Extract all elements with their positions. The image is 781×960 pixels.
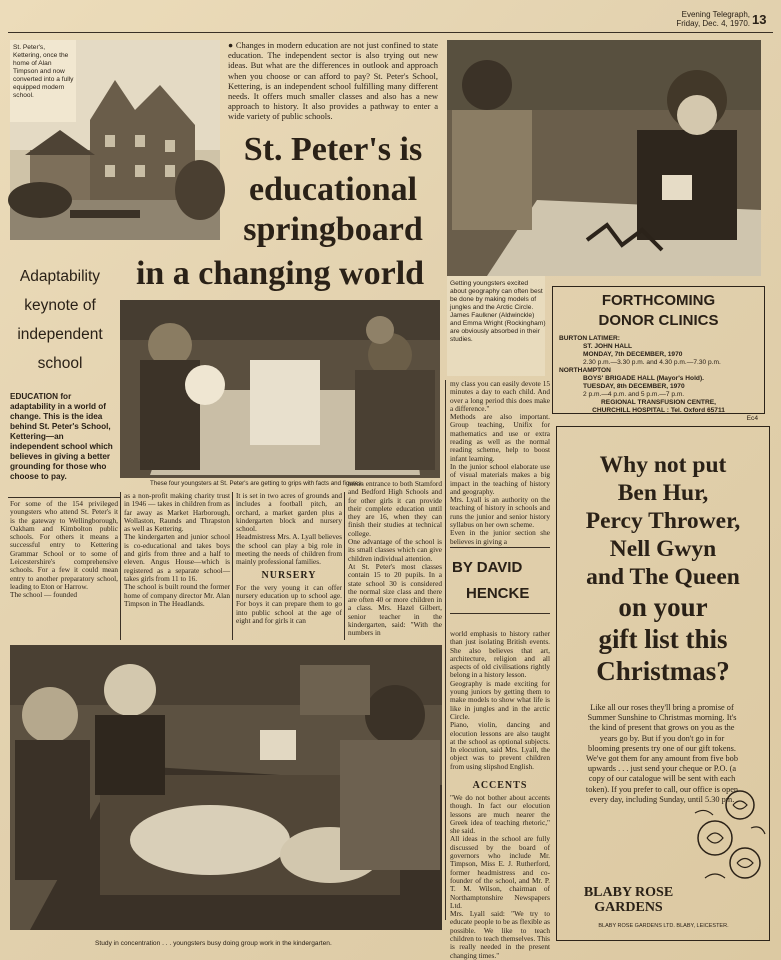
headline-line2: educational — [248, 171, 418, 208]
masthead — [590, 10, 750, 28]
donor-line-8: 2 p.m.—4 p.m. and 5 p.m.—7 p.m. — [583, 391, 685, 398]
page-number: 13 — [752, 12, 767, 27]
byline-line1: BY DAVID — [452, 559, 523, 576]
ad-head-7: gift list this — [598, 624, 728, 654]
donor-line-1: BURTON LATIMER: — [559, 335, 620, 342]
intro-text: Changes in modern education are not just confined to state education. The independent sector is also trying out new ideas. But what are the differences in outlook and approach when you choose or can afford to pay? St. Peter's School, Kettering, is an independent school fulfilling many different needs. It offers much smaller classes and also has a new approach to history. It also provides a pathway to enter a wide variety of public schools. — [228, 40, 438, 122]
geography-photo — [447, 40, 761, 276]
article-col-4: mean entrance to both Stamford and Bedford High Schools and for other girls it can provide their complete education until they are 16, when they can finish their studies at technical college. One advantage of the school is its small classes which can give children individual attention. At St. Peter's most classes contain 15 to 20 pupils. In a state school 30 is considered the normal size class and there are often 40 or more children in a class. Mrs. Hazel Gilbert, senior teacher in the kindergarten, said: "With the numbers in — [348, 479, 442, 638]
ad-head-5: and The Queen — [586, 564, 740, 590]
classroom-photo — [120, 300, 440, 478]
ad-head-8: Christmas? — [596, 656, 730, 686]
byline — [452, 555, 550, 607]
headline-line1: St. Peter's is — [243, 131, 423, 168]
donor-ref: Ec4 — [746, 415, 758, 422]
byline-line2: HENCKE — [466, 585, 530, 602]
col-divider-3 — [344, 492, 345, 640]
side-head — [8, 262, 112, 378]
headline-line3: springboard — [243, 211, 423, 248]
article-col-5b: world emphasis to history rather than just isolating British events. She also believes that art, architecture, religion and all aspects of old civilisations rightly belong in a history lesson. Geography is made exciting for young juniors by getting them to make models to show what life is like in jungles and in the arctic Circle. Piano, violin, dancing and elocution lessons are also taught at the school as optional subjects. In elocution, said Mrs. Lyall, the object was to prevent children from using slipshod English. — [450, 629, 550, 771]
col1-rule — [8, 497, 120, 498]
donor-line-4: 2.30 p.m.—3.30 p.m. and 4.30 p.m.—7.30 p.m. — [583, 359, 721, 366]
donor-line-6: BOYS' BRIGADE HALL (Mayor's Hold). — [583, 375, 704, 382]
col-divider-2 — [232, 492, 233, 640]
col-divider-4 — [445, 380, 446, 920]
col3-part-b: For the very young it can offer nursery education up to school age. For boys it can prepare them to go into public school at the age of eight and for girls it can — [236, 582, 342, 625]
article-col-1: For some of the 154 privileged youngsters who attend St. Peter's it is the gateway to Wellingborough, Oakham and Kimbolton public schools. For others it means a successful entry to Kettering Grammar School or to some of Leicestershire's comprehensive schools. For a few it could mean entry to another preparatory school, leading to Eton or Harrow. The school — founded — [10, 499, 118, 600]
ad-footer: BLABY ROSE GARDENS LTD. BLABY, LEICESTER. — [598, 923, 729, 929]
ad-brand-1: BLABY ROSE — [583, 885, 674, 900]
bullet-icon: ● — [228, 40, 236, 50]
geography-photo-caption: Getting youngsters excited about geography can often best be done by making models of jungles and the Arctic Circle. James Faulkner (Aldwinckle) and Emma Wright (Rockingham) are obviously absorbed in their studies. — [450, 280, 546, 343]
ad-body: Like all our roses they'll bring a promise of Summer Sunshine to Christmas morning. It's the kind of present that grows on you as the years go by. But if you don't go in for blooming presents try one of our gift tokens. We've got them for any amount from five bob upwards . . . just send your cheque or P.O. (a copy of our catalogue will be sent with each token). If you prefer to call, our office is open every day, including Sunday, until 5.30 pm. — [585, 703, 739, 804]
byline-rule-top — [450, 547, 550, 548]
side-head-line1: Adaptability — [19, 268, 101, 285]
side-head-line3: independent — [17, 326, 103, 343]
col3-part-a: It is set in two acres of grounds and includes a football pitch, an orchard, a market garden plus a kindergarten block and nursery school. Headmistress Mrs. A. Lyall believes the school can play a big role in meeting the needs of children from mainly professional families. — [236, 491, 342, 567]
top-rule — [8, 32, 773, 33]
col-divider-1 — [120, 492, 121, 640]
article-col-5a: my class you can easily devote 15 minutes a day to each child. And over a long period this does make a difference." Methods are also important. Group teaching, Unifix for mathematics and use or extra reading as well as the normal reading scheme, help to boost infant learning. In the junior school elaborate use of visual materials makes a big impact in the teaching of history and geography. Mrs. Lyall is an authority on the teaching of history in schools and runs the junior and senior history syllabus on her own scheme. Even in the junior section she believes in giving a — [450, 379, 550, 546]
masthead-paper: Evening Telegraph, — [681, 10, 750, 19]
photo-caption-top-left: St. Peter's, Kettering, once the home of Alan Timpson and now converted into a fully equipped modern school. — [13, 44, 74, 99]
middle-photo-caption: These four youngsters at St. Peter's are getting to grips with facts and figures. — [150, 480, 364, 487]
ad-brand — [561, 885, 696, 915]
subhead-accents: ACCENTS — [472, 780, 528, 791]
donor-line-7: TUESDAY, 8th DECEMBER, 1970 — [583, 383, 685, 390]
donor-line-3: MONDAY, 7th DECEMBER, 1970 — [583, 351, 683, 358]
subhead-nursery: NURSERY — [261, 569, 317, 581]
donor-line-9: REGIONAL TRANSFUSION CENTRE, — [601, 399, 716, 406]
ad-head-1: Why not put — [599, 452, 727, 478]
donor-title-1: FORTHCOMING — [601, 292, 716, 309]
masthead-date: Friday, Dec. 4, 1970. — [676, 19, 750, 28]
lead-text: EDUCATION for adaptability in a world of change. This is the idea behind St. Peter's School, Kettering—an independent school which believes in giving a better grounding for those who choose to pay. — [10, 392, 113, 481]
ad-headline — [557, 451, 769, 687]
rose-illustration-icon — [685, 783, 767, 893]
headline — [222, 130, 444, 250]
donor-line-10: CHURCHILL HOSPITAL : Tel. Oxford 65711 — [592, 407, 725, 414]
ad-head-4: Nell Gwyn — [609, 536, 717, 562]
ad-brand-2: GARDENS — [594, 900, 663, 915]
byline-rule-bottom — [450, 613, 550, 614]
ad-head-6: on your — [618, 592, 708, 622]
bottom-photo-caption: Study in concentration . . . youngsters busy doing group work in the kindergarten. — [95, 940, 332, 947]
headline-line4: in a changing world — [135, 255, 425, 292]
ad-head-3: Percy Thrower, — [585, 508, 741, 534]
side-head-line4: school — [37, 355, 83, 372]
article-col-5c: "We do not bother about accents though. In fact our elocution lessons are much nearer the Greek idea of teaching rhetoric," she said. All ideas in the school are fully discussed by the board of governors who include Mr. Timpson, Miss E. J. Rutherford, former headmistress and co-founder of the school, and Mr. P. T. M. Wilson, chairman of Northamptonshire Newspapers Ltd. Mrs. Lyall said: "We try to educate people to be as flexible as possible. We like to teach children to teach themselves. This is really needed in the present changing times." — [450, 793, 550, 960]
ad-head-2: Ben Hur, — [617, 480, 709, 506]
article-col-3 — [236, 492, 342, 640]
kindergarten-photo — [10, 645, 442, 930]
donor-title-2: DONOR CLINICS — [598, 312, 719, 329]
side-head-line2: keynote of — [24, 297, 96, 314]
rose-gardens-advert — [556, 426, 770, 941]
donor-clinics-box — [552, 286, 765, 422]
donor-line-5: NORTHAMPTON — [559, 367, 611, 374]
donor-line-2: ST. JOHN HALL — [583, 343, 633, 350]
article-col-2: as a non-profit making charity trust in 1946 — takes in children from as far away as Market Harborough, Wollaston, Raunds and Thrapston as well as Kettering. The kindergarten and junior school is co-educational and takes boys and girls from three and a half to eleven. Angus House—which is registered as a separate school—takes girls from 11 to 16. The school is built round the former home of company director Mr. Alan Timpson in The Headlands. — [124, 491, 230, 608]
